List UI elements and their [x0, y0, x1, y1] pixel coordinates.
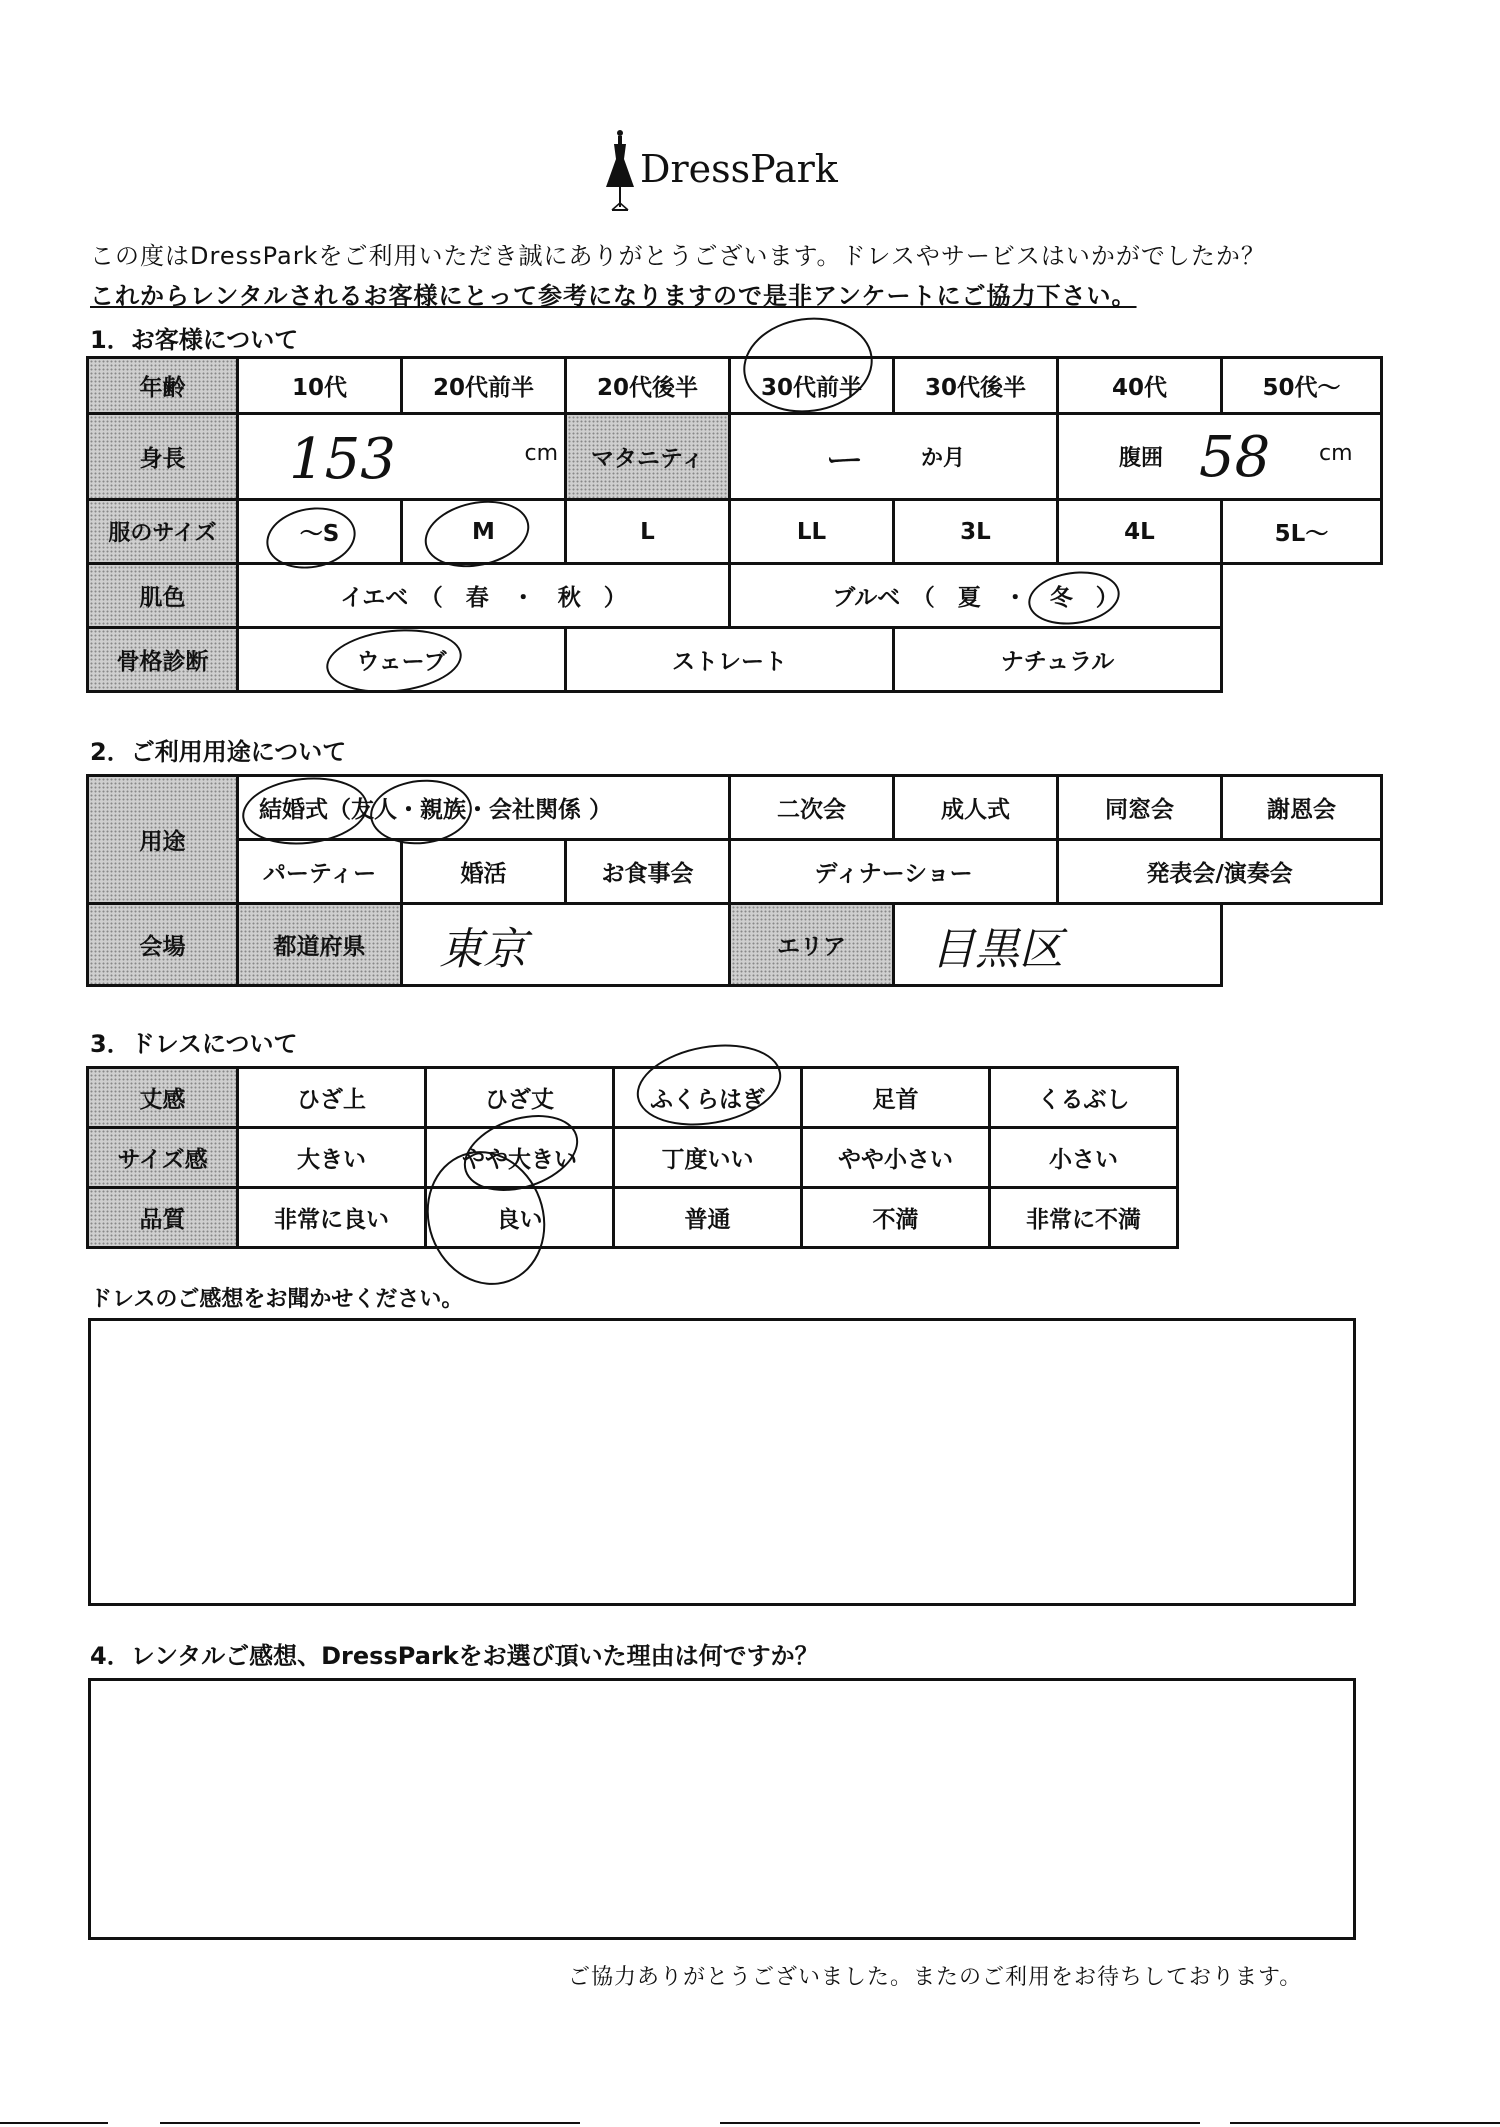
scan-artifact [160, 2122, 580, 2124]
venue-label: 会場 [88, 904, 238, 986]
dress-comment-prompt: ドレスのご感想をお聞かせください。 [90, 1287, 464, 1312]
frame-option[interactable]: ストレート [566, 628, 894, 692]
age-option[interactable]: 20代後半 [566, 358, 730, 414]
length-option[interactable]: 足首 [802, 1068, 990, 1128]
prefecture-value: 東京 [439, 923, 527, 975]
area-value: 目黒区 [931, 923, 1064, 975]
age-label: 年齢 [88, 358, 238, 414]
maternity-label: マタニティ [566, 414, 730, 500]
age-option[interactable]: 10代 [238, 358, 402, 414]
purpose-label: 用途 [88, 776, 238, 904]
quality-option[interactable]: 非常に不満 [990, 1188, 1178, 1248]
section3-title: 3．ドレスについて [90, 1030, 298, 1058]
purpose-option[interactable]: 同窓会 [1058, 776, 1222, 840]
intro-request: これからレンタルされるお客様にとって参考になりますので是非アンケートにご協力下さい。 [90, 282, 1137, 310]
size-option[interactable]: 4L [1058, 500, 1222, 564]
frame-option[interactable]: ウェーブ [238, 628, 566, 692]
maternity-value: ー [821, 438, 861, 484]
height-value: 153 [289, 427, 396, 492]
waist-label: 腹囲 [1119, 446, 1164, 471]
intro-text: この度はDressParkをご利用いただき誠にありがとうございます。ドレスやサービスはいかがでしたか？ [90, 242, 1266, 270]
purpose-option[interactable]: 成人式 [894, 776, 1058, 840]
quality-option[interactable]: 非常に良い [238, 1188, 426, 1248]
size-option[interactable]: ～S [238, 500, 402, 564]
height-label: 身長 [88, 414, 238, 500]
dress-table [86, 1066, 1179, 1249]
size-option[interactable]: LL [730, 500, 894, 564]
size-option[interactable]: 3L [894, 500, 1058, 564]
dress-silhouette-icon [600, 125, 640, 215]
quality-option[interactable]: 良い [426, 1188, 614, 1248]
waist-unit: cm [1319, 441, 1353, 466]
thank-you-text: ご協力ありがとうございました。またのご利用をお待ちしております。 [568, 1965, 1303, 1990]
age-option[interactable]: 20代前半 [402, 358, 566, 414]
maternity-unit: か月 [921, 446, 966, 471]
skin-label: 肌色 [88, 564, 238, 628]
length-label: 丈感 [88, 1068, 238, 1128]
section2-title: 2．ご利用用途について [90, 738, 347, 766]
fit-option[interactable]: 丁度いい [614, 1128, 802, 1188]
purpose-option[interactable]: 謝恩会 [1222, 776, 1382, 840]
skin-yellow-option[interactable]: イエベ （ 春 ・ 秋 ） [238, 564, 730, 628]
fit-option[interactable]: 小さい [990, 1128, 1178, 1188]
prefecture-field[interactable] [402, 904, 730, 986]
frame-label: 骨格診断 [88, 628, 238, 692]
fit-option[interactable]: やや小さい [802, 1128, 990, 1188]
section4-title: 4．レンタルご感想、DressParkをお選び頂いた理由は何ですか？ [90, 1642, 819, 1670]
dress-comment-box[interactable] [88, 1318, 1356, 1606]
length-option[interactable]: くるぶし [990, 1068, 1178, 1128]
purpose-option[interactable]: パーティー [238, 840, 402, 904]
rental-answer-box[interactable] [88, 1678, 1356, 1940]
length-option[interactable]: ひざ上 [238, 1068, 426, 1128]
quality-label: 品質 [88, 1188, 238, 1248]
maternity-field[interactable] [730, 414, 1058, 500]
purpose-option[interactable]: 二次会 [730, 776, 894, 840]
section1-title: 1．お客様について [90, 326, 299, 354]
age-option[interactable]: 40代 [1058, 358, 1222, 414]
fit-option[interactable]: 大きい [238, 1128, 426, 1188]
purpose-option[interactable]: 発表会/演奏会 [1058, 840, 1382, 904]
size-label: 服のサイズ [88, 500, 238, 564]
length-option[interactable]: ひざ丈 [426, 1068, 614, 1128]
quality-option[interactable]: 不満 [802, 1188, 990, 1248]
frame-option[interactable]: ナチュラル [894, 628, 1222, 692]
age-option[interactable]: 30代前半 [730, 358, 894, 414]
scan-artifact [0, 2122, 108, 2124]
area-field[interactable] [894, 904, 1222, 986]
purpose-option[interactable]: ディナーショー [730, 840, 1058, 904]
height-field[interactable] [238, 414, 566, 500]
quality-option[interactable]: 普通 [614, 1188, 802, 1248]
scan-artifact [720, 2122, 1200, 2124]
height-unit: cm [524, 441, 558, 466]
size-option[interactable]: M [402, 500, 566, 564]
logo-text: DressPark [640, 147, 838, 191]
age-option[interactable]: 50代～ [1222, 358, 1382, 414]
purpose-option[interactable]: 婚活 [402, 840, 566, 904]
dresspark-logo [600, 125, 840, 215]
age-option[interactable]: 30代後半 [894, 358, 1058, 414]
prefecture-label: 都道府県 [238, 904, 402, 986]
size-option[interactable]: 5L～ [1222, 500, 1382, 564]
fit-label: サイズ感 [88, 1128, 238, 1188]
scan-artifact [1230, 2122, 1500, 2124]
skin-blue-option[interactable]: ブルベ （ 夏 ・ 冬 ） [730, 564, 1222, 628]
fit-option[interactable]: やや大きい [426, 1128, 614, 1188]
wedding-option[interactable]: 結婚式（友人・親族・会社関係 ） [238, 776, 730, 840]
length-option[interactable]: ふくらはぎ [614, 1068, 802, 1128]
waist-field[interactable] [1058, 414, 1382, 500]
area-label: エリア [730, 904, 894, 986]
waist-value: 58 [1199, 425, 1271, 490]
size-option[interactable]: L [566, 500, 730, 564]
purpose-option[interactable]: お食事会 [566, 840, 730, 904]
